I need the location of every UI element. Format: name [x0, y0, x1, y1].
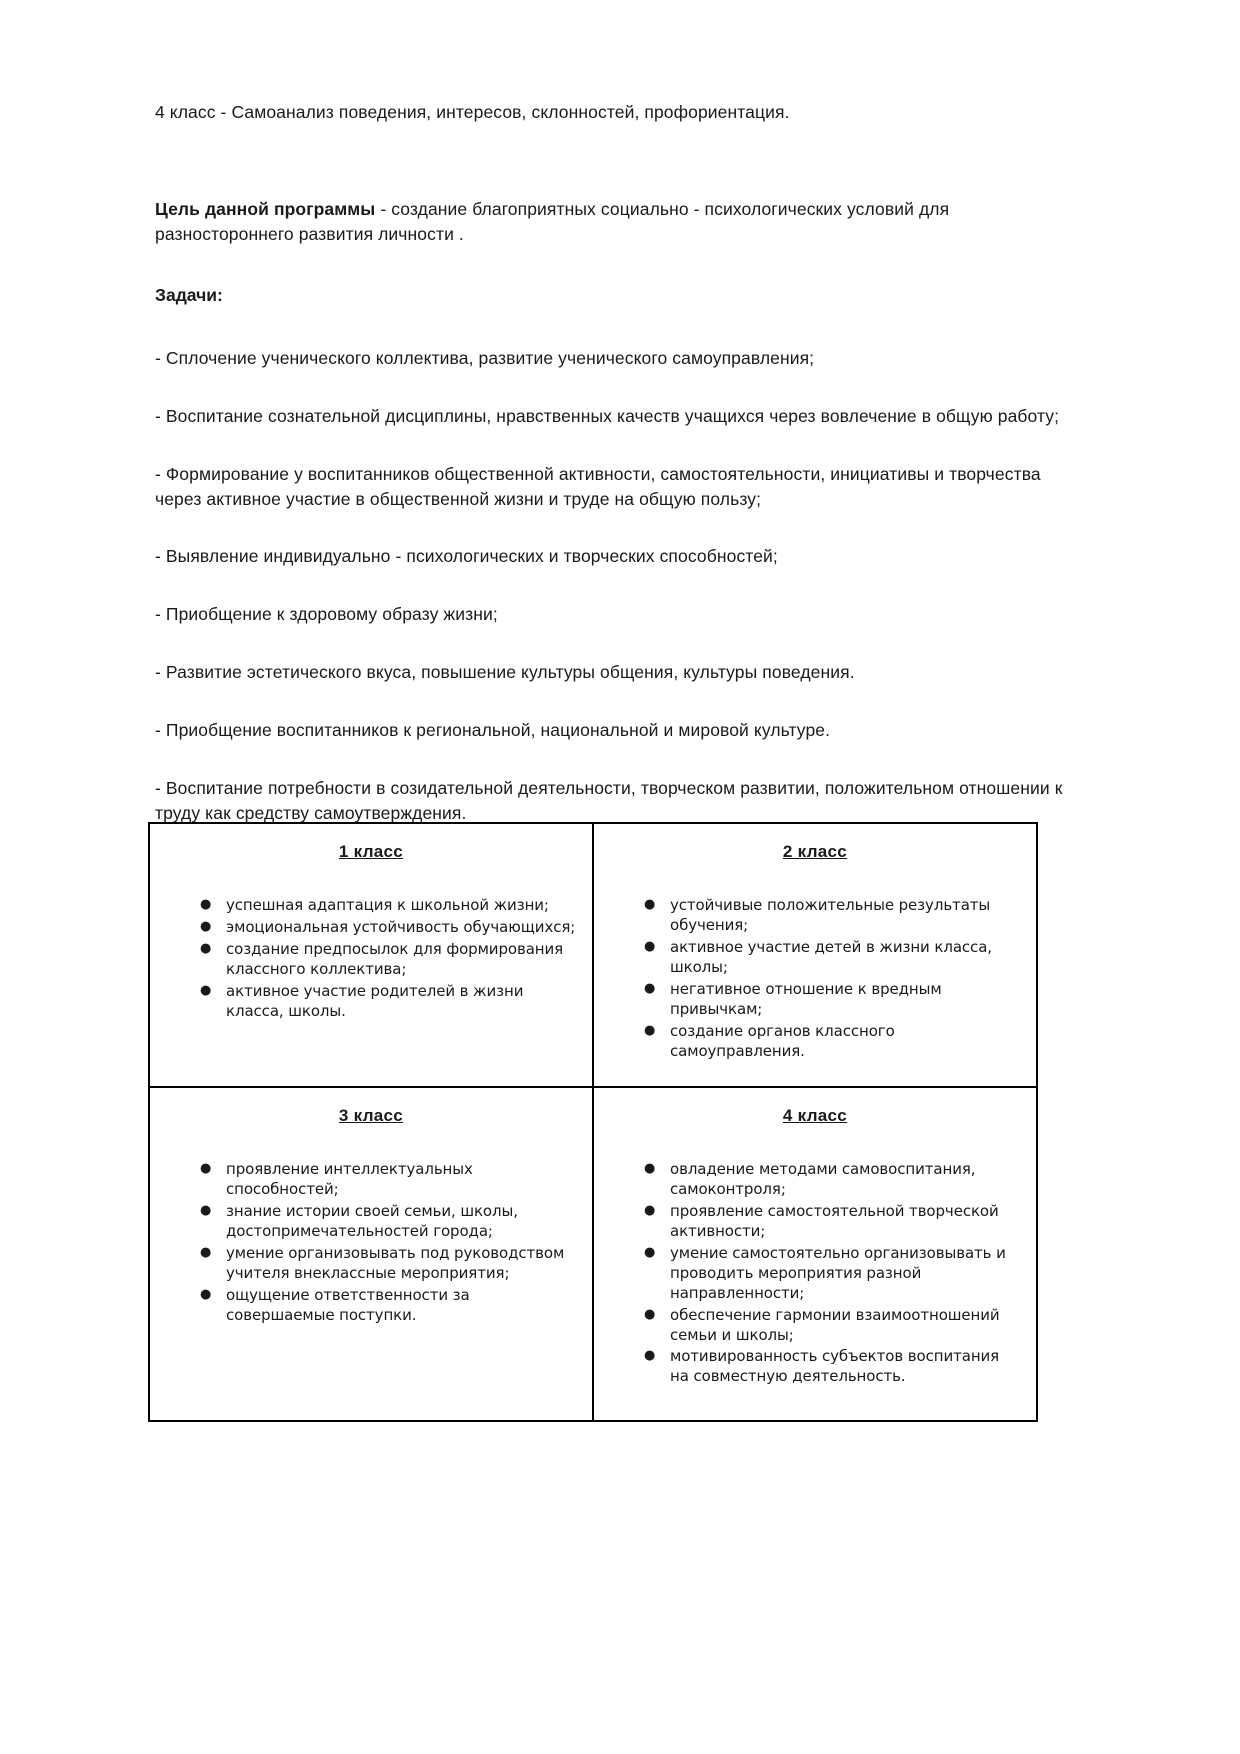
bullet-icon: ● — [644, 980, 656, 996]
grade-cell-list — [608, 896, 1022, 1062]
list-item — [644, 896, 1022, 936]
list-item — [200, 939, 578, 980]
bullet-icon: ● — [644, 1348, 656, 1364]
list-item — [200, 917, 578, 938]
bullet-icon: ● — [200, 1286, 212, 1302]
list-item — [644, 979, 1022, 1020]
grade-cell-4 — [593, 1087, 1037, 1421]
list-item — [644, 1347, 1022, 1387]
list-item-label: создание органов классного самоуправления. — [670, 1021, 895, 1060]
table-row — [149, 823, 1037, 1087]
list-item-label: знание истории своей семьи, школы, достопримечательностей города; — [226, 1201, 518, 1240]
tasks-heading: Задачи: — [155, 285, 223, 306]
bullet-icon: ● — [200, 1161, 212, 1176]
task-item: - Воспитание сознательной дисциплины, нравственных качеств учащихся через вовлечение в общую работу; — [155, 405, 1060, 426]
list-item-label: умение самостоятельно организовывать и проводить мероприятия разной направленности; — [670, 1243, 1006, 1302]
grade-cell-title: 4 класс — [782, 1106, 848, 1125]
bullet-icon: ● — [200, 940, 212, 956]
list-item-label: создание предпосылок для формирования классного коллектива; — [226, 939, 564, 978]
grade-cell-list — [164, 1160, 578, 1326]
list-item — [644, 1160, 1022, 1200]
list-item — [200, 1201, 578, 1242]
tasks-list — [155, 346, 1085, 825]
intro-line: 4 класс - Самоанализ поведения, интересов, склонностей, профориентация. — [155, 102, 790, 122]
bullet-icon: ● — [644, 938, 656, 954]
bullet-icon: ● — [200, 1244, 212, 1260]
bullet-icon: ● — [644, 1202, 656, 1218]
list-item-label: ощущение ответственности за совершаемые поступки. — [226, 1285, 470, 1324]
list-item — [200, 1285, 578, 1326]
task-item: - Развитие эстетического вкуса, повышение культуры общения, культуры поведения. — [155, 662, 855, 683]
vertical-spacer — [155, 125, 1085, 197]
grade-cell-title: 3 класс — [338, 1106, 404, 1125]
grade-cell-3 — [149, 1087, 593, 1421]
bullet-icon: ● — [644, 1161, 656, 1176]
grade-cell-2 — [593, 823, 1037, 1087]
task-item: - Формирование у воспитанников общественной активности, самостоятельности, инициативы и творчества через активное участие в общественной жизни и труде на общую пользу; — [155, 463, 1041, 509]
document-body — [155, 100, 1085, 826]
list-item — [644, 937, 1022, 978]
table-row — [149, 1087, 1037, 1421]
list-item — [644, 1201, 1022, 1242]
list-item-label: устойчивые положительные результаты обучения; — [670, 896, 991, 934]
grade-results-table — [148, 822, 1038, 1422]
list-item-label: овладение методами самовоспитания, самоконтроля; — [670, 1160, 976, 1198]
grade-cell-title: 2 класс — [782, 842, 848, 861]
list-item-label: активное участие детей в жизни класса, школы; — [670, 937, 992, 976]
list-item — [200, 896, 578, 916]
grade-cell-list — [608, 1160, 1022, 1387]
task-item: - Воспитание потребности в созидательной деятельности, творческом развитии, положительном отношении к труду как средству самоутверждения. — [155, 777, 1063, 823]
list-item-label: проявление интеллектуальных способностей; — [226, 1160, 473, 1198]
program-goal-text: - создание благоприятных социально - психологических условий для разностороннего развития личности . — [155, 199, 950, 245]
list-item-label: негативное отношение к вредным привычкам; — [670, 979, 942, 1018]
list-item — [644, 1021, 1022, 1062]
program-goal-label: Цель данной программы — [155, 199, 376, 220]
task-item: - Сплочение ученического коллектива, развитие ученического самоуправления; — [155, 348, 815, 369]
bullet-icon: ● — [200, 982, 212, 998]
list-item — [200, 1160, 578, 1200]
bullet-icon: ● — [200, 918, 212, 934]
bullet-icon: ● — [644, 1306, 656, 1322]
grade-cell-list — [164, 896, 578, 1022]
list-item-label: эмоциональная устойчивость обучающихся; — [226, 917, 576, 936]
list-item-label: обеспечение гармонии взаимоотношений семьи и школы; — [670, 1305, 1000, 1344]
list-item-label: успешная адаптация к школьной жизни; — [226, 896, 549, 914]
bullet-icon: ● — [200, 1202, 212, 1218]
task-item: - Выявление индивидуально - психологических и творческих способностей; — [155, 546, 778, 567]
task-item: - Приобщение воспитанников к региональной, национальной и мировой культуре. — [155, 719, 831, 740]
list-item — [644, 1305, 1022, 1346]
list-item-label: мотивированность субъектов воспитания на совместную деятельность. — [670, 1347, 1000, 1386]
grade-cell-title: 1 класс — [338, 842, 404, 861]
program-goal-paragraph — [155, 197, 1085, 247]
list-item — [200, 1243, 578, 1284]
bullet-icon: ● — [644, 1022, 656, 1038]
grade-cell-1 — [149, 823, 593, 1087]
bullet-icon: ● — [200, 897, 212, 912]
bullet-icon: ● — [644, 897, 656, 912]
list-item-label: активное участие родителей в жизни класса, школы. — [226, 981, 524, 1020]
list-item — [200, 981, 578, 1022]
list-item-label: умение организовывать под руководством учителя внеклассные мероприятия; — [226, 1243, 565, 1282]
list-item-label: проявление самостоятельной творческой активности; — [670, 1201, 999, 1240]
bullet-icon: ● — [644, 1244, 656, 1260]
list-item — [644, 1243, 1022, 1304]
task-item: - Приобщение к здоровому образу жизни; — [155, 604, 498, 625]
